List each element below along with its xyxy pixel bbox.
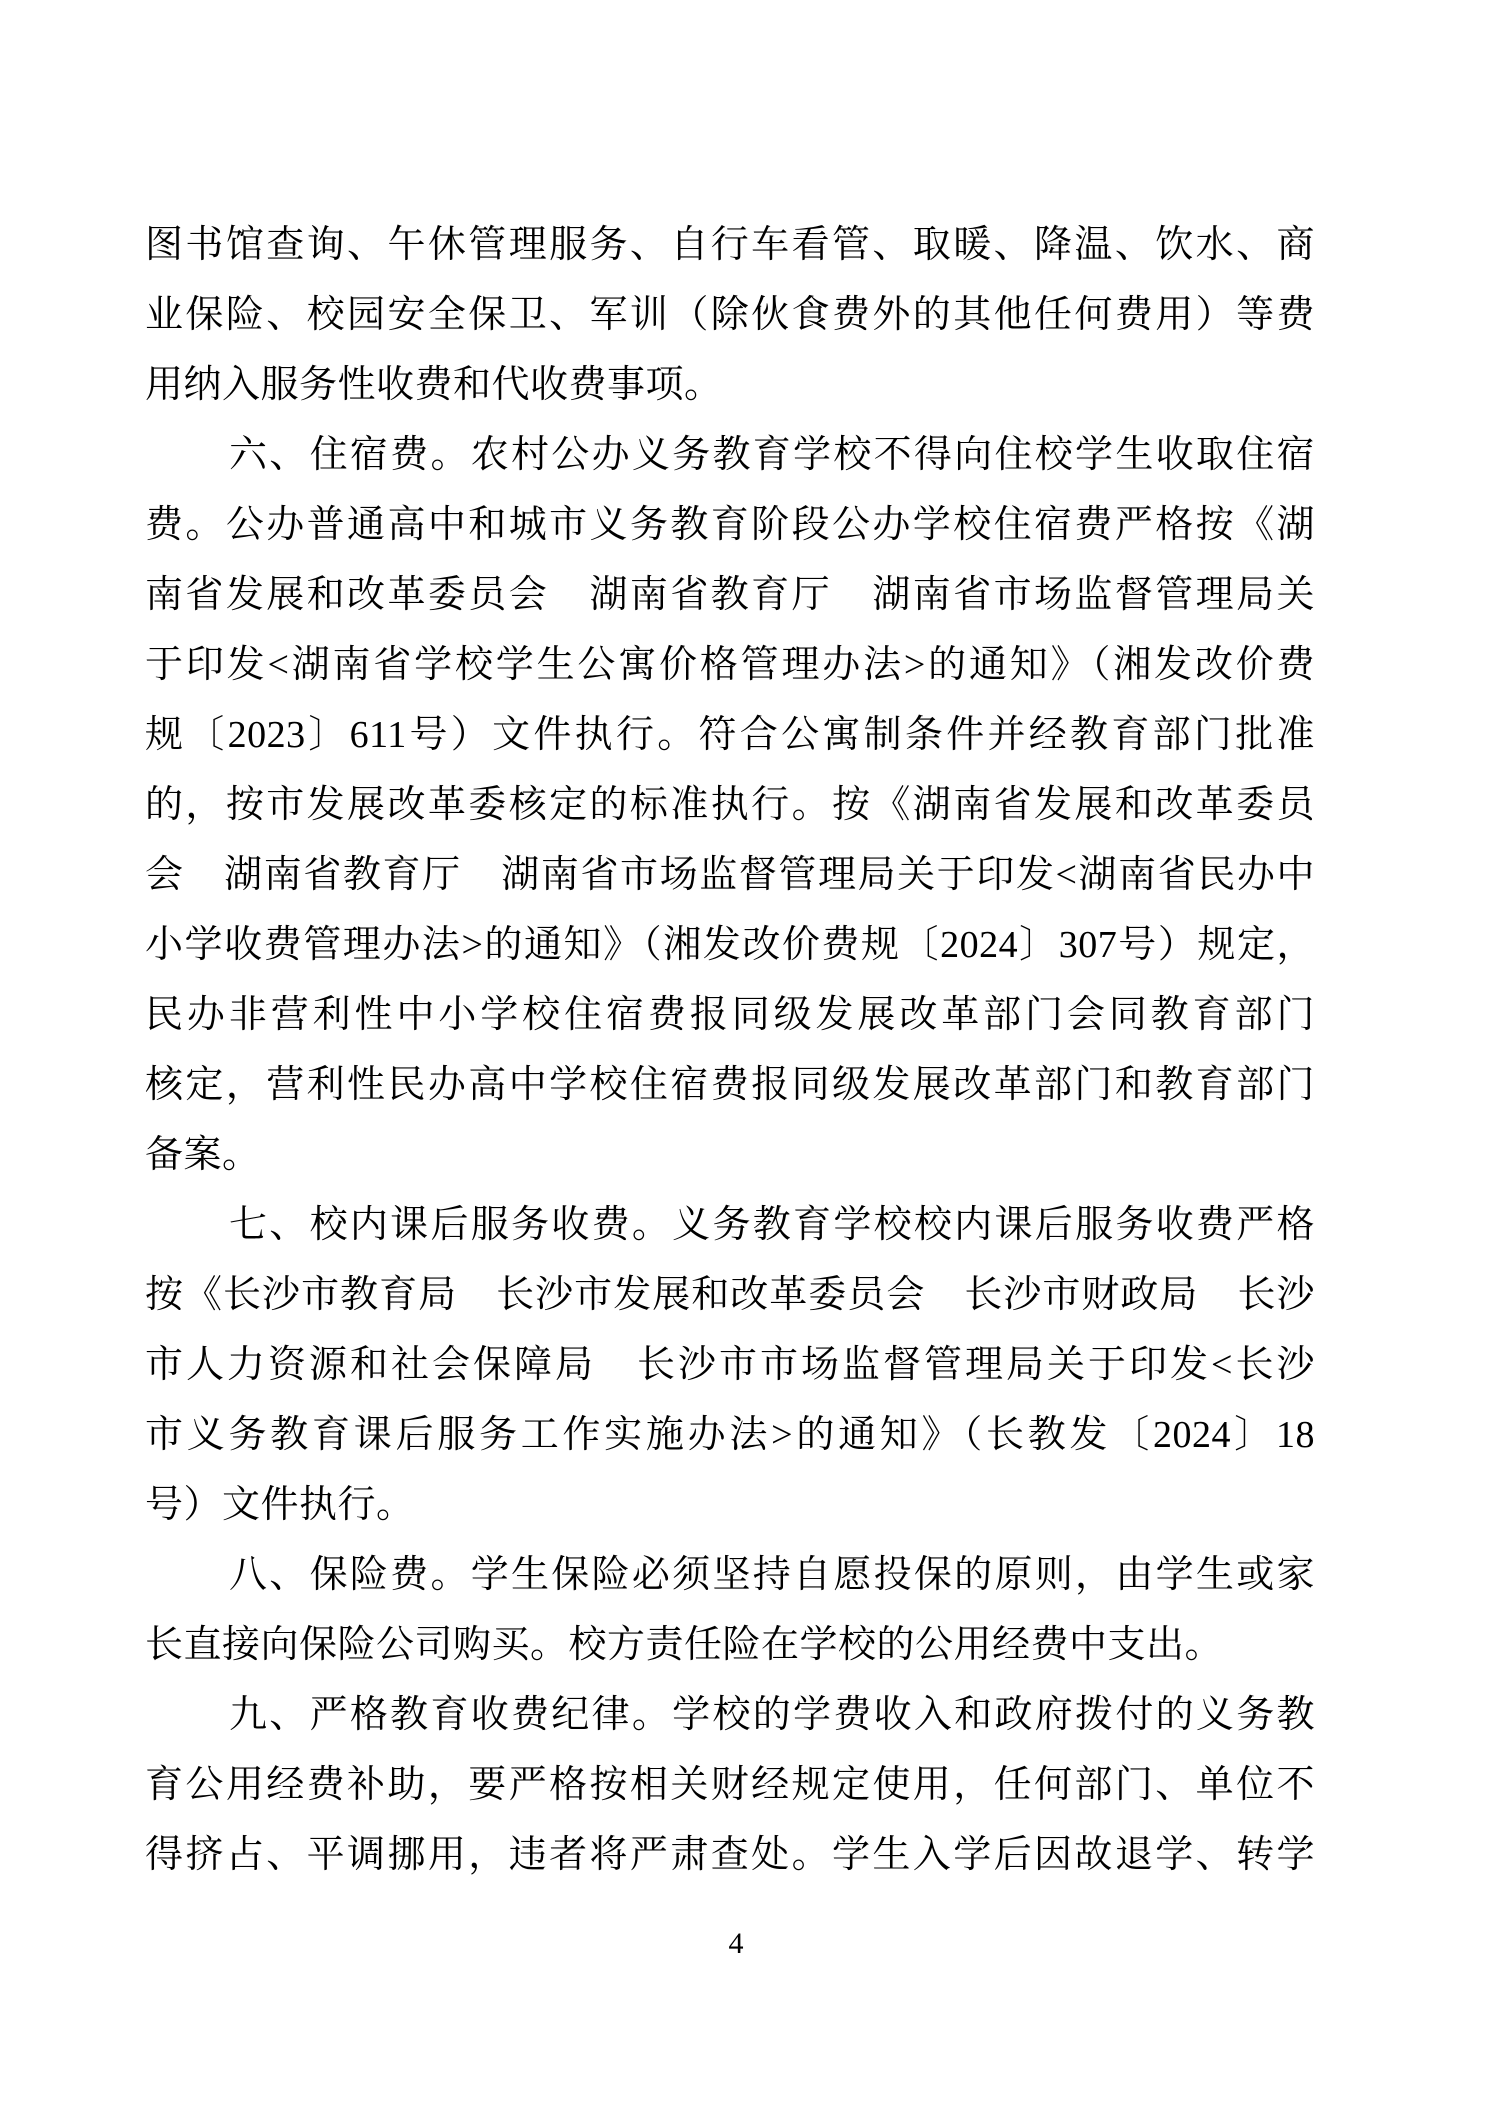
document-body bbox=[145, 210, 1315, 1890]
text-line: 六、住宿费。农村公办义务教育学校不得向住校学生收取住宿 bbox=[229, 434, 1315, 476]
page-number: 4 bbox=[728, 1927, 744, 1960]
text-line: 业保险、校园安全保卫、军训（除伙食费外的其他任何费用）等费 bbox=[145, 294, 1315, 336]
text-line: 按《长沙市教育局 长沙市发展和改革委员会 长沙市财政局 长沙 bbox=[145, 1274, 1315, 1316]
text-line: 小学收费管理办法>的通知》（湘发改价费规〔2024〕307号）规定， bbox=[145, 924, 1315, 966]
text-line: 得挤占、平调挪用，违者将严肃查处。学生入学后因故退学、转学 bbox=[145, 1834, 1315, 1876]
text-line: 图书馆查询、午休管理服务、自行车看管、取暖、降温、饮水、商 bbox=[145, 224, 1315, 266]
text-line: 七、校内课后服务收费。义务教育学校校内课后服务收费严格 bbox=[229, 1204, 1315, 1246]
text-line: 核定，营利性民办高中学校住宿费报同级发展改革部门和教育部门 bbox=[145, 1064, 1315, 1106]
text-line: 费。公办普通高中和城市义务教育阶段公办学校住宿费严格按《湖 bbox=[145, 504, 1315, 546]
text-line: 规〔2023〕611号）文件执行。符合公寓制条件并经教育部门批准 bbox=[145, 714, 1315, 756]
text-line: 九、严格教育收费纪律。学校的学费收入和政府拨付的义务教 bbox=[229, 1694, 1315, 1736]
text-line: 用纳入服务性收费和代收费事项。 bbox=[145, 364, 723, 406]
text-line: 南省发展和改革委员会 湖南省教育厅 湖南省市场监督管理局关 bbox=[145, 574, 1315, 616]
text-line: 于印发<湖南省学校学生公寓价格管理办法>的通知》（湘发改价费 bbox=[145, 644, 1315, 686]
text-line: 会 湖南省教育厅 湖南省市场监督管理局关于印发<湖南省民办中 bbox=[145, 854, 1315, 896]
text-line: 号）文件执行。 bbox=[145, 1484, 415, 1526]
text-line: 长直接向保险公司购买。校方责任险在学校的公用经费中支出。 bbox=[145, 1624, 1224, 1666]
text-line: 民办非营利性中小学校住宿费报同级发展改革部门会同教育部门 bbox=[145, 994, 1315, 1036]
text-line: 的，按市发展改革委核定的标准执行。按《湖南省发展和改革委员 bbox=[145, 784, 1315, 826]
text-line: 八、保险费。学生保险必须坚持自愿投保的原则，由学生或家 bbox=[229, 1554, 1315, 1596]
text-line: 备案。 bbox=[145, 1134, 261, 1176]
text-line: 育公用经费补助，要严格按相关财经规定使用，任何部门、单位不 bbox=[145, 1764, 1315, 1806]
text-line: 市人力资源和社会保障局 长沙市市场监督管理局关于印发<长沙 bbox=[145, 1344, 1315, 1386]
text-line: 市义务教育课后服务工作实施办法>的通知》（长教发〔2024〕18 bbox=[145, 1414, 1315, 1456]
